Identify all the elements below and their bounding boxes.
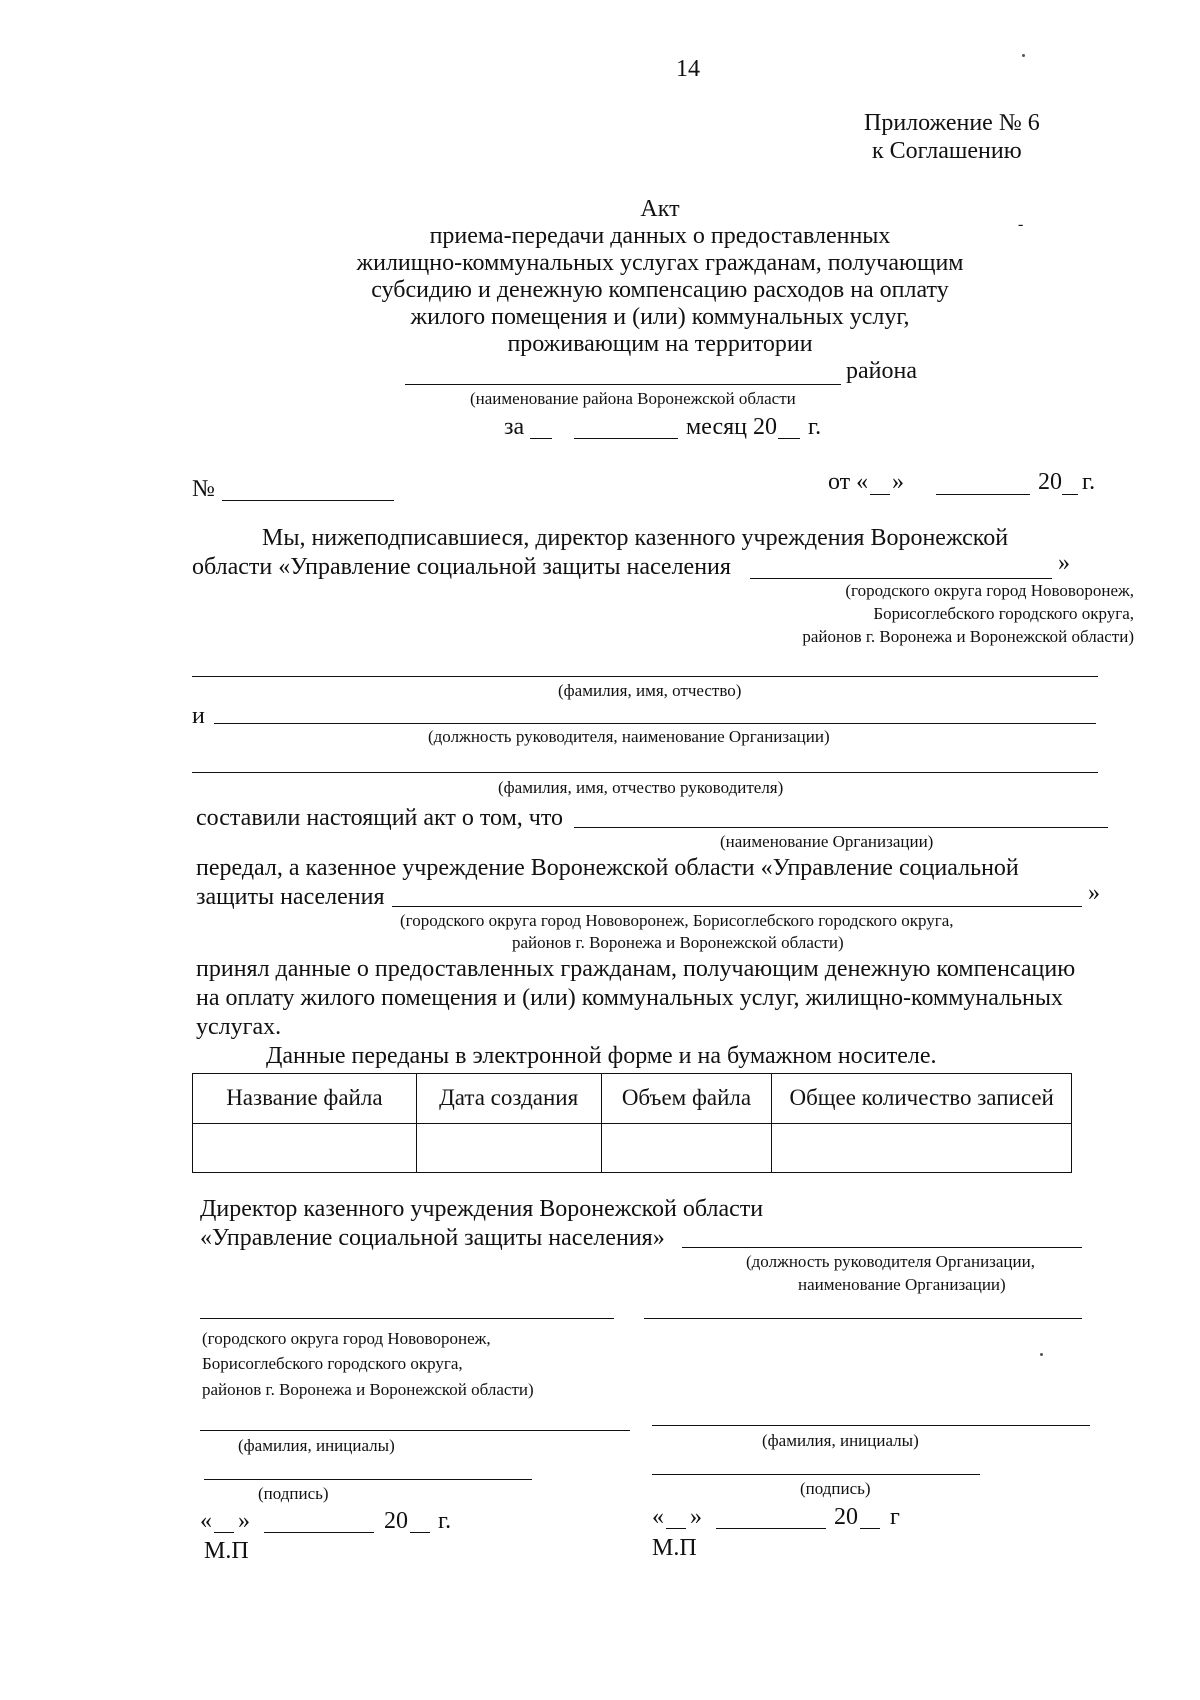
- act-date-year-blank: [1062, 494, 1078, 495]
- act-number-blank: [222, 500, 394, 501]
- period-prefix: за: [504, 414, 525, 440]
- accepted-line2: на оплату жилого помещения и (или) коммунальных услуг, жилищно-коммунальных: [196, 985, 1063, 1011]
- period-year-blank: [778, 438, 800, 439]
- transferred-close-quote: »: [1088, 880, 1100, 906]
- sig-date-left-month-blank: [264, 1532, 374, 1533]
- col-record-count: Общее количество записей: [772, 1074, 1072, 1124]
- director-fio-blank: [192, 676, 1098, 677]
- initials-blank-left: [200, 1430, 630, 1431]
- col-created-date: Дата создания: [416, 1074, 601, 1124]
- period-month: месяц 20: [686, 414, 777, 440]
- sig-caption-region-2: Борисоглебского городского округа,: [202, 1354, 463, 1373]
- act-heading: Акт: [640, 196, 680, 222]
- cell-file-name: [193, 1124, 417, 1173]
- appendix-subtitle: к Соглашению: [872, 138, 1022, 164]
- col-file-name: Название файла: [193, 1074, 417, 1124]
- sig-caption-position-org-2: наименование Организации): [798, 1275, 1006, 1294]
- page-number: 14: [676, 56, 700, 82]
- para1-line2: области «Управление социальной защиты населения: [192, 554, 731, 580]
- sig-date-left-day-blank: [214, 1532, 234, 1533]
- sig-date-right-day-blank: [666, 1528, 686, 1529]
- act-title-line-5: проживающим на территории: [507, 331, 813, 357]
- act-title-line-4: жилого помещения и (или) коммунальных услуг,: [410, 304, 910, 330]
- sig-date-right-open: «: [652, 1504, 664, 1530]
- org-position-sign-blank: [682, 1247, 1082, 1248]
- sig-date-left-year: 20: [384, 1508, 408, 1534]
- act-title-line-3: субсидию и денежную компенсацию расходов на оплату: [371, 277, 949, 303]
- sig-caption-initials-left: (фамилия, инициалы): [238, 1436, 395, 1455]
- org-head-fio-blank: [192, 772, 1098, 773]
- sig-caption-region-3: районов г. Воронежа и Воронежской области): [202, 1380, 534, 1399]
- col-file-size: Объем файла: [601, 1074, 772, 1124]
- sig-date-right-year: 20: [834, 1504, 858, 1530]
- signature-blank-left: [204, 1479, 532, 1480]
- stamp-place-left: М.П: [204, 1538, 249, 1564]
- data-transferred-note: Данные переданы в электронной форме и на бумажном носителе.: [266, 1043, 937, 1069]
- director-title-line2: «Управление социальной защиты населения»: [200, 1225, 665, 1251]
- scan-mark: -: [1018, 216, 1024, 233]
- signature-blank-right: [652, 1474, 980, 1475]
- appendix-title: Приложение № 6: [864, 110, 1040, 136]
- caption-region2-2: районов г. Воронежа и Воронежской области): [512, 933, 844, 952]
- caption-region2-1: (городского округа город Нововоронеж, Борисоглебского городского округа,: [400, 911, 954, 930]
- org-name-sign-blank: [644, 1318, 1082, 1319]
- director-title-line1: Директор казенного учреждения Воронежской области: [200, 1196, 764, 1222]
- sig-caption-signature-right: (подпись): [800, 1479, 871, 1498]
- caption-position-org: (должность руководителя, наименование Организации): [428, 727, 830, 746]
- act-date-close: »: [892, 469, 904, 495]
- period-day-blank: [530, 438, 552, 439]
- accepted-line1: принял данные о предоставленных гражданам, получающим денежную компенсацию: [196, 956, 1076, 982]
- para1-close-quote: »: [1058, 550, 1070, 576]
- cell-record-count: [772, 1124, 1072, 1173]
- caption-head-fio: (фамилия, имя, отчество руководителя): [498, 778, 784, 797]
- act-date-suffix: г.: [1082, 469, 1096, 495]
- cell-file-size: [601, 1124, 772, 1173]
- sig-date-left-suffix: г.: [438, 1508, 452, 1534]
- district-blank: [405, 384, 841, 385]
- act-date-year: 20: [1038, 469, 1062, 495]
- sig-caption-initials-right: (фамилия, инициалы): [762, 1431, 919, 1450]
- caption-region-1: (городского округа город Нововоронеж,: [845, 581, 1134, 600]
- initials-blank-right: [652, 1425, 1090, 1426]
- composed-text: составили настоящий акт о том, что: [196, 805, 564, 831]
- sig-date-right-close: »: [690, 1504, 702, 1530]
- act-title-line-1: приема-передачи данных о предоставленных: [429, 223, 891, 249]
- act-title-line-2: жилищно-коммунальных услугах гражданам, получающим: [356, 250, 964, 276]
- act-date-day-blank: [870, 494, 890, 495]
- sig-date-right-year-blank: [860, 1528, 880, 1529]
- and-word: и: [192, 703, 205, 729]
- sig-caption-position-org-1: (должность руководителя Организации,: [746, 1252, 1035, 1271]
- sig-date-left-open: «: [200, 1508, 212, 1534]
- caption-region-3: районов г. Воронежа и Воронежской области): [802, 627, 1134, 646]
- scan-speck-2: [1040, 1353, 1043, 1356]
- caption-region-2: Борисоглебского городского округа,: [873, 604, 1134, 623]
- district-caption: (наименование района Воронежской области: [470, 389, 796, 408]
- act-date-month-blank: [936, 494, 1030, 495]
- stamp-place-right: М.П: [652, 1535, 697, 1561]
- para1-line1: Мы, нижеподписавшиеся, директор казенного учреждения Воронежской: [262, 525, 1009, 551]
- caption-org-name: (наименование Организации): [720, 832, 934, 851]
- table-row: [193, 1124, 1072, 1173]
- org-name-blank: [574, 827, 1108, 828]
- cell-created-date: [416, 1124, 601, 1173]
- org-position-blank: [214, 723, 1096, 724]
- transferred-line2: защиты населения: [196, 884, 385, 910]
- sig-caption-region-1: (городского округа город Нововоронеж,: [202, 1329, 491, 1348]
- transferred-line1: передал, а казенное учреждение Воронежской области «Управление социальной: [196, 855, 1019, 881]
- usszn-name-blank-2: [392, 906, 1082, 907]
- period-suffix: г.: [808, 414, 822, 440]
- district-word: района: [846, 358, 917, 384]
- scan-speck: [1022, 54, 1025, 57]
- sig-caption-signature-left: (подпись): [258, 1484, 329, 1503]
- period-month-blank: [574, 438, 678, 439]
- files-table-header: [193, 1074, 1072, 1124]
- files-table: [192, 1073, 1072, 1173]
- act-date-prefix: от «: [828, 469, 869, 495]
- sig-date-left-year-blank: [410, 1532, 430, 1533]
- sig-date-left-close: »: [238, 1508, 250, 1534]
- sig-date-right-month-blank: [716, 1528, 826, 1529]
- accepted-line3: услугах.: [196, 1014, 282, 1040]
- caption-fio: (фамилия, имя, отчество): [558, 681, 742, 700]
- usszn-region-sign-blank: [200, 1318, 614, 1319]
- act-number-sign: №: [192, 476, 215, 502]
- usszn-name-blank: [750, 578, 1052, 579]
- sig-date-right-suffix: г: [890, 1504, 900, 1530]
